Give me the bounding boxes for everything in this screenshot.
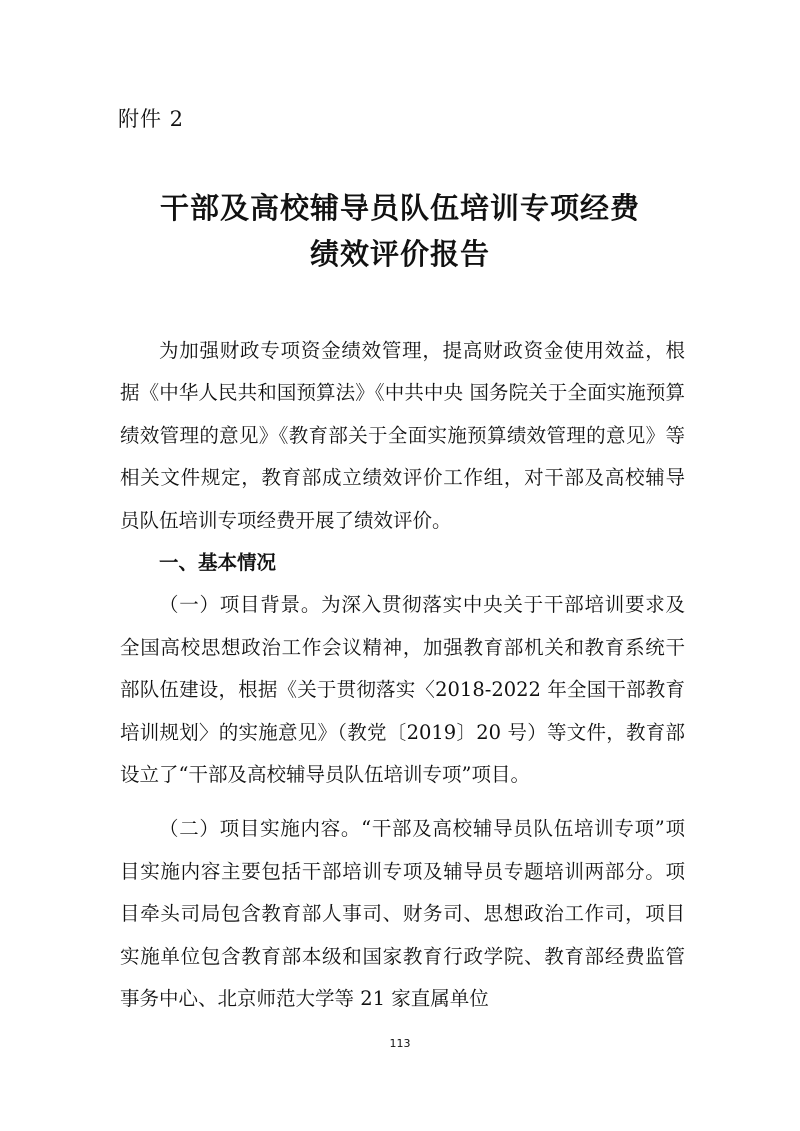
paragraph-gap xyxy=(120,796,685,808)
report-title-line-2: 绩效评价报告 xyxy=(309,237,490,271)
intro-paragraph: 为加强财政专项资金绩效管理，提高财政资金使用效益，根据《中华人民共和国预算法》《中共中央 国务院关于全面实施预算绩效管理的意见》《教育部关于全面实施预算绩效管理的意见》等相关文件规定，教育部成立绩效评价工作组，对干部及高校辅导员队伍培训专项经费开展了绩效评价。 xyxy=(120,339,685,532)
paragraph-project-background: （一）项目背景。为深入贯彻落实中央关于干部培训要求及全国高校思想政治工作会议精神，加强教育部机关和教育系统干部队伍建设，根据《关于贯彻落实〈2018-2022 年全国干部教育培训规划〉的实施意见》（教党〔2019〕20 号）等文件，教育部设立了“干部及高校辅导员队伍培训专项”项目。 xyxy=(120,593,685,787)
report-body xyxy=(120,330,685,1021)
section-heading-basic-info: 一、基本情况 xyxy=(159,551,277,575)
paragraph-project-content: （二）项目实施内容。“干部及高校辅导员队伍培训专项”项目实施内容主要包括干部培训专项及辅导员专题培训两部分。项目牵头司局包含教育部人事司、财务司、思想政治工作司，项目实施单位包含教育部本级和国家教育行政学院、教育部经费监管事务中心、北京师范大学等 21 家直属单位 xyxy=(120,817,685,1011)
report-title-line-1: 干部及高校辅导员队伍培训专项经费 xyxy=(159,191,640,225)
attachment-label: 附件 2 xyxy=(118,107,185,131)
page-number: 113 xyxy=(389,1037,411,1050)
